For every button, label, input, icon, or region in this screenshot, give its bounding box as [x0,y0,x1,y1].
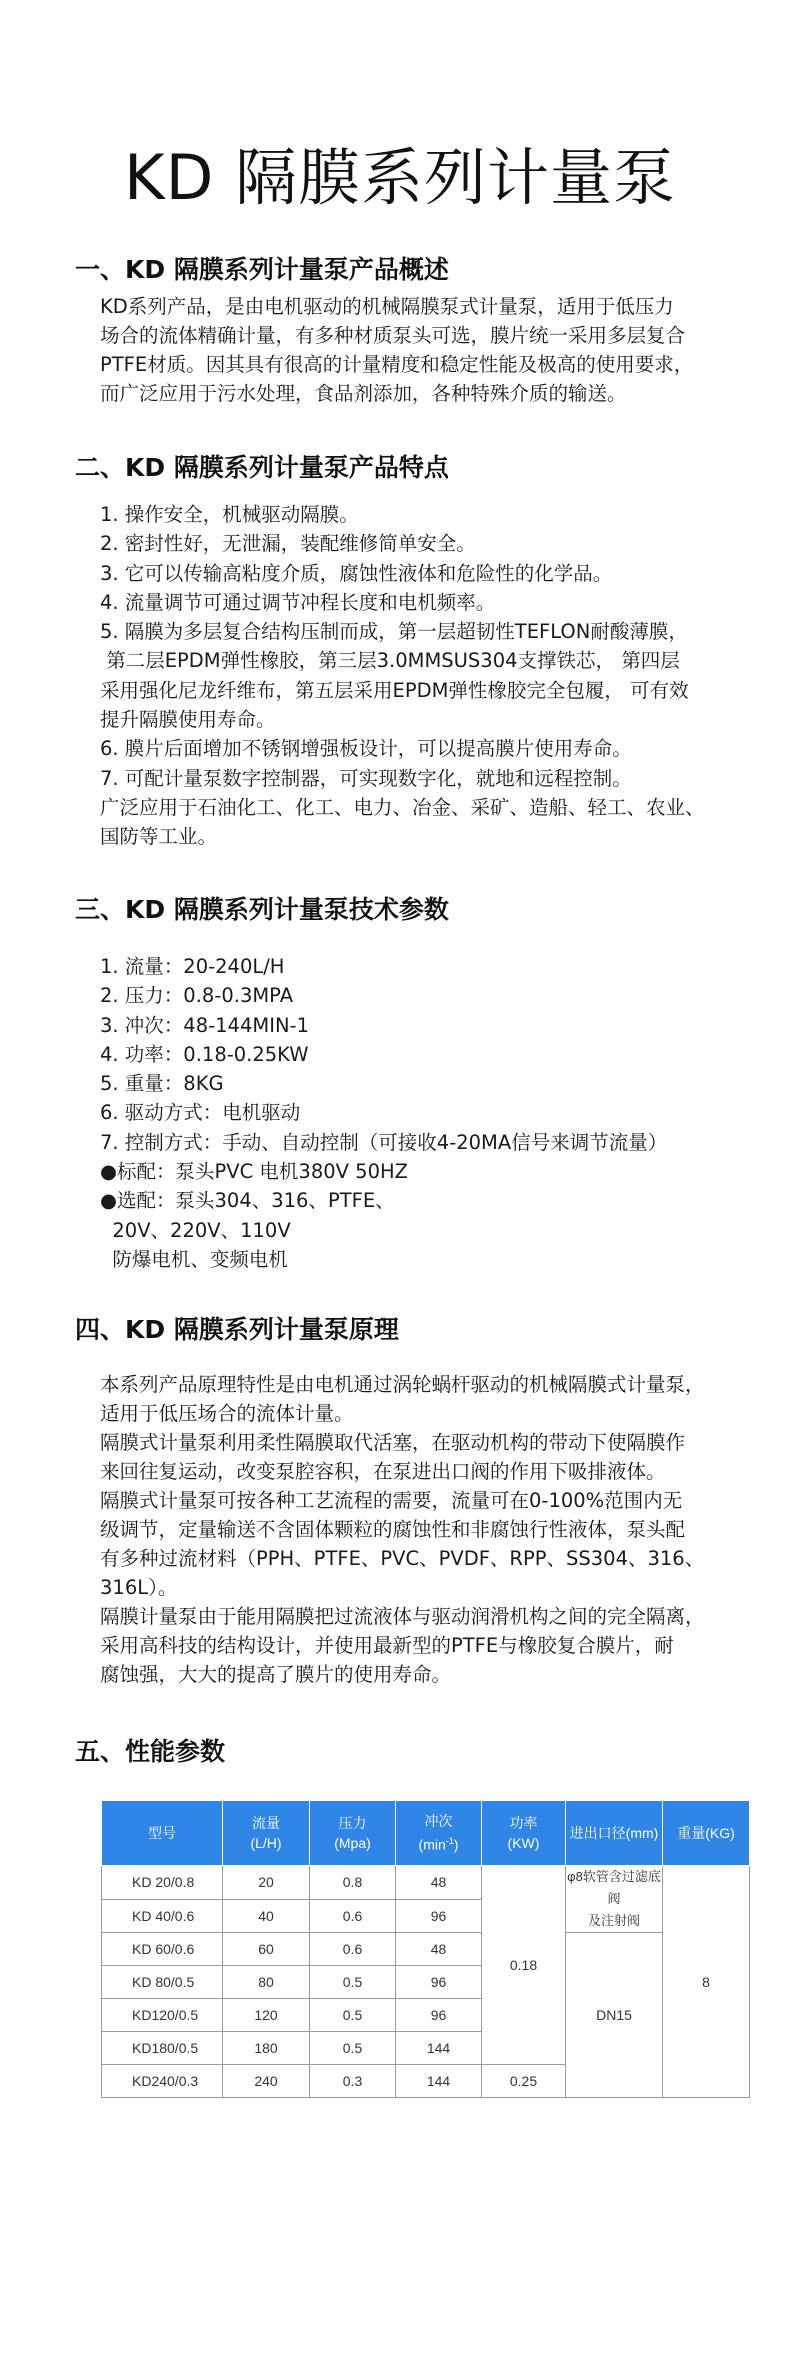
spec-line: ●选配：泵头304、316、PTFE、 [100,1189,395,1213]
header-weight: 重量(KG) [663,1801,750,1866]
section-1-line: 而广泛应用于污水处理，食品剂添加，各种特殊介质的输送。 [100,382,627,405]
power-merged-cell: 0.18 [482,1866,566,2065]
section-3-heading: 三、KD 隔膜系列计量泵技术参数 [75,895,449,924]
feature-line: 采用强化尼龙纤维布，第五层采用EPDM弹性橡胶完全包履， 可有效 [100,678,689,702]
section-4-body [100,1370,770,1689]
header-port: 进出口径(mm) [566,1801,663,1866]
spec-line: 4. 功率：0.18-0.25KW [100,1042,309,1066]
spec-line: 5. 重量：8KG [100,1072,224,1096]
principle-line: 有多种过流材料（PPH、PTFE、PVC、PVDF、RPP、SS304、316、 [100,1547,705,1570]
section-4-heading: 四、KD 隔膜系列计量泵原理 [75,1315,399,1344]
header-stroke: 冲次 $(\min^{-1})$ [396,1801,482,1866]
power-last-cell: 0.25 [482,2065,566,2098]
spec-line: 防爆电机、变频电机 [100,1247,288,1271]
feature-line: 1. 操作安全，机械驱动隔膜。 [100,503,359,526]
section-5-heading: 五、性能参数 [75,1737,226,1766]
principle-line: 适用于低压场合的流体计量。 [100,1402,354,1425]
spec-line: 1. 流量：20-240L/H [100,955,285,978]
feature-line: 提升隔膜使用寿命。 [100,708,276,732]
principle-line: 隔膜式计量泵利用柔性隔膜取代活塞，在驱动机构的带动下使隔膜作 [100,1431,686,1454]
table-row: KD120/0.5 120 0.5 96 [102,1999,750,2032]
principle-line: 腐蚀强，大大的提高了膜片的使用寿命。 [100,1663,452,1686]
table-row: KD 60/0.6 60 0.6 48 DN15 [102,1933,750,1966]
port-bottom-cell: DN15 [566,1933,663,2098]
table-row: KD 80/0.5 80 0.5 96 [102,1966,750,1999]
feature-line: 4. 流量调节可通过调节冲程长度和电机频率。 [100,590,496,614]
weight-cell: 8 [663,1866,750,2098]
principle-line: 隔膜式计量泵可按各种工艺流程的需要，流量可在0-100%范围内无 [100,1489,683,1512]
feature-line: 3. 它可以传输高粘度介质，腐蚀性液体和危险性的化学品。 [100,561,613,585]
table-header-row [102,1801,750,1866]
section-2-body [100,500,770,852]
section-1-line: KD系列产品，是由电机驱动的机械隔膜泵式计量泵，适用于低压力 [100,295,674,318]
port-top-cell: φ8软管含过滤底阀 及注射阀 [566,1866,663,1933]
section-3-body [100,952,770,1274]
spec-line: 20V、220V、110V [100,1218,291,1242]
principle-line: 本系列产品原理特性是由电机通过涡轮蜗杆驱动的机械隔膜式计量泵， [100,1373,705,1396]
feature-line: 国防等工业。 [100,825,218,849]
feature-line: 6. 膜片后面增加不锈钢增强板设计，可以提高膜片使用寿命。 [100,737,632,761]
principle-line: 316L）。 [100,1576,178,1599]
spec-line: 7. 控制方式：手动、自动控制（可接收4-20MA信号来调节流量） [100,1130,668,1154]
header-model: 型号 [102,1801,223,1866]
feature-line: 第二层EPDM弹性橡胶，第三层3.0MMSUS304支撑铁芯， 第四层 [100,649,680,673]
header-power: 功率 (KW) [482,1801,566,1866]
header-flow: 流量 (L/H) [223,1801,310,1866]
spec-line: ●标配：泵头PVC 电机380V 50HZ [100,1160,409,1184]
page-title: KD 隔膜系列计量泵 [123,141,677,214]
performance-table [101,1800,750,2098]
section-1-line: 场合的流体精确计量，有多种材质泵头可选，膜片统一采用多层复合 [100,324,686,347]
table-row: KD 20/0.8 20 0.8 48 0.18 φ8软管含过滤底阀 及注射阀 8 [102,1866,750,1900]
table-row: KD180/0.5 180 0.5 144 [102,2032,750,2065]
principle-line: 采用高科技的结构设计，并使用最新型的PTFE与橡胶复合膜片，耐 [100,1634,674,1657]
principle-line: 级调节，定量输送不含固体颗粒的腐蚀性和非腐蚀行性液体，泵头配 [100,1518,686,1541]
section-1-body [100,292,770,408]
feature-line: 广泛应用于石油化工、化工、电力、冶金、采矿、造船、轻工、农业、 [100,795,705,819]
section-1-heading: 一、KD 隔膜系列计量泵产品概述 [75,255,449,284]
spec-line: 2. 压力：0.8-0.3MPA [100,984,294,1008]
section-2-heading: 二、KD 隔膜系列计量泵产品特点 [75,453,449,482]
table-row: KD240/0.3 240 0.3 144 0.25 [102,2065,750,2098]
spec-line: 6. 驱动方式：电机驱动 [100,1101,301,1125]
principle-line: 隔膜计量泵由于能用隔膜把过流液体与驱动润滑机构之间的完全隔离， [100,1605,705,1628]
feature-line: 5. 隔膜为多层复合结构压制而成，第一层超韧性TEFLON耐酸薄膜， [100,620,688,644]
header-pressure: 压力 (Mpa) [310,1801,396,1866]
principle-line: 来回往复运动，改变泵腔容积，在泵进出口阀的作用下吸排液体。 [100,1460,666,1483]
feature-line: 7. 可配计量泵数字控制器，可实现数字化，就地和远程控制。 [100,766,632,790]
spec-line: 3. 冲次：48-144MIN-1 [100,1013,309,1037]
feature-line: 2. 密封性好，无泄漏，装配维修简单安全。 [100,532,476,556]
table-row: KD 40/0.6 40 0.6 96 [102,1899,750,1933]
section-1-line: PTFE材质。因其具有很高的计量精度和稳定性能及极高的使用要求， [100,353,694,376]
